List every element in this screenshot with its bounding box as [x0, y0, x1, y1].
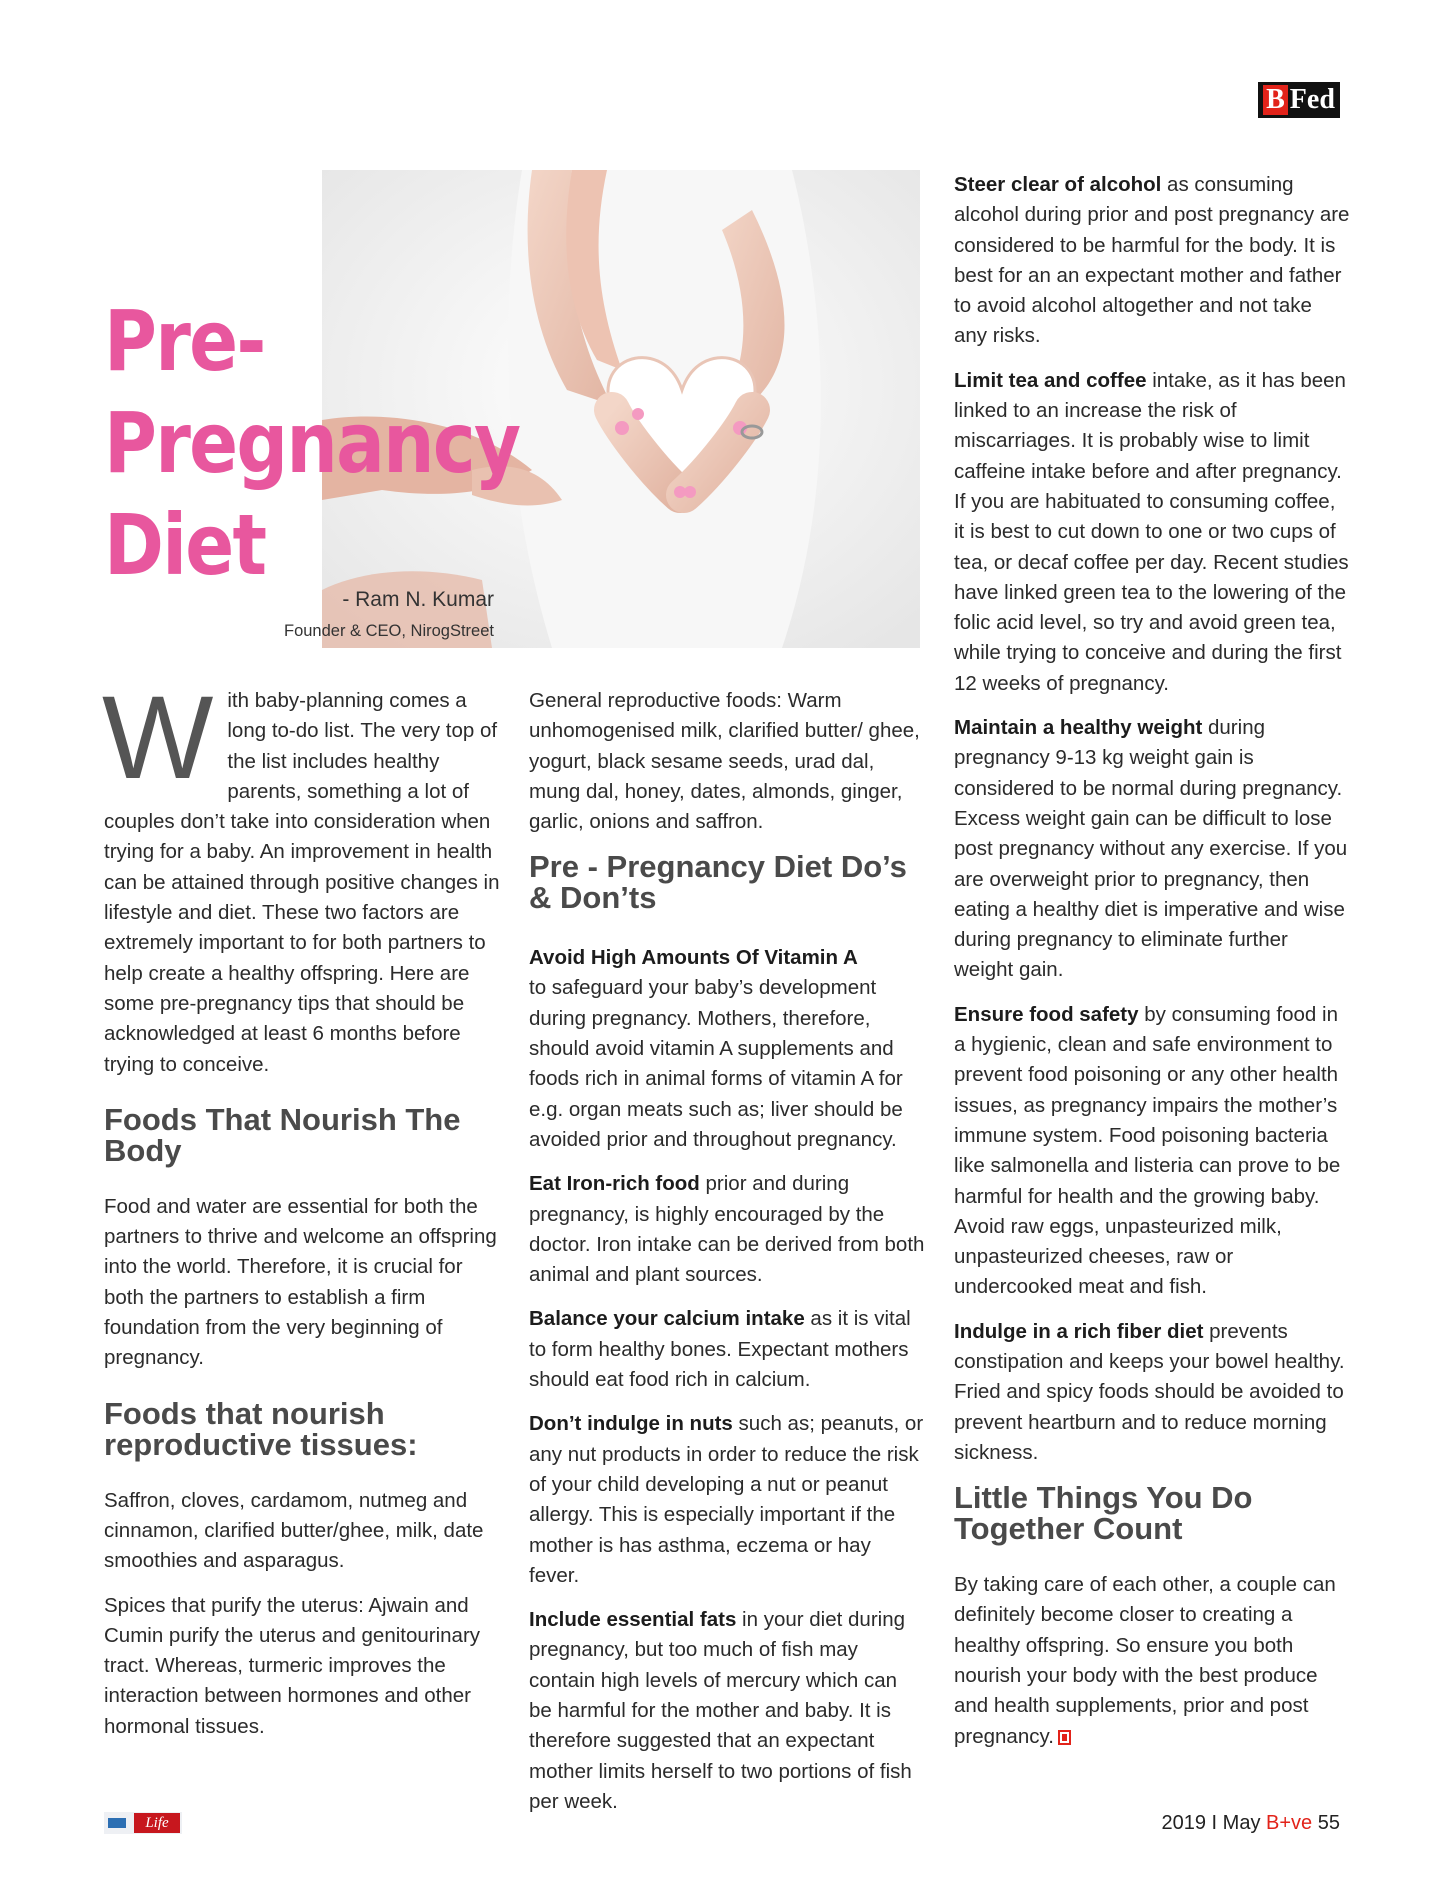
- column-1: [102, 672, 500, 1756]
- brand-badge-rest: Fed: [1289, 84, 1335, 115]
- footer-page-number: 55: [1317, 1812, 1340, 1834]
- brand-badge-b: B: [1263, 85, 1288, 115]
- intro-paragraph: [102, 672, 500, 1080]
- title-line-1: Pre-: [104, 292, 265, 390]
- footer-brand: B+ve: [1266, 1812, 1313, 1834]
- footer-life-logo: [104, 1812, 182, 1834]
- iron-text: prior and during pregnancy, is highly encouraged by the doctor. Iron intake can be derived from both animal and plant sources.: [529, 1172, 925, 1287]
- safety-paragraph: [954, 1000, 1350, 1303]
- footer-separator: I: [1211, 1812, 1218, 1834]
- author-name: - Ram N. Kumar: [342, 588, 494, 611]
- alcohol-paragraph: [954, 170, 1350, 352]
- heading-little-things: Little Things You Do Together Count: [954, 1480, 1253, 1547]
- nuts-bold: Don’t indulge in nuts: [529, 1412, 733, 1436]
- footer-month: May: [1222, 1812, 1261, 1834]
- fats-bold: Include essential fats: [529, 1608, 737, 1632]
- heading-reproductive-tissues: Foods that nourish reproductive tissues:: [104, 1395, 418, 1462]
- alcohol-bold: Steer clear of alcohol: [954, 173, 1162, 196]
- alcohol-text: as consuming alcohol during prior and post pregnancy are considered to be harmful for the body. It is best for an an expectant mother and father to avoid alcohol altogether and not take any risks.: [954, 173, 1350, 348]
- column-3: [954, 170, 1350, 1766]
- article-title: [104, 290, 519, 596]
- nuts-paragraph: [529, 1409, 925, 1591]
- footer-year: 2019: [1161, 1812, 1206, 1834]
- footer-page-info: [1100, 1812, 1340, 1835]
- iron-paragraph: [529, 1169, 925, 1290]
- weight-bold: Maintain a healthy weight: [954, 716, 1203, 740]
- drop-cap: W: [102, 672, 214, 804]
- nuts-text: such as; peanuts, or any nut products in order to reduce the risk of your child developing a nut or peanut allergy. This is especially important if the mother is has asthma, eczema or hay fever.: [529, 1412, 924, 1587]
- footer-logo-mark-icon: [108, 1818, 126, 1828]
- intro-text: ith baby-planning comes a long to-do list. The very top of the list includes healthy parents, something a lot of couples don’t take into consideration when trying for a baby. An improvement in health can be attained through positive changes in lifestyle and diet. These two factors are extremely important to for both partners to help create a healthy offspring. Here are some pre-pregnancy tips that should be acknowledged at least 6 months before trying to conceive.: [104, 689, 500, 1076]
- fiber-text: prevents constipation and keeps your bowel healthy. Fried and spicy foods should be avoided to prevent heartburn and to reduce morning sickness.: [954, 1319, 1345, 1464]
- calcium-paragraph: [529, 1304, 925, 1395]
- safety-text: by consuming food in a hygienic, clean and safe environment to prevent food poisoning or any other health issues, as pregnancy impairs the mother’s immune system. Food poisoning bacteria like salmonella and listeria can prove to be harmful for health and the growing baby. Avoid raw eggs, unpasteurized milk, unpasteurized cheeses, raw or undercooked meat and fish.: [954, 1002, 1341, 1299]
- little-things-paragraph: [954, 1570, 1350, 1752]
- tea-text: intake, as it has been linked to an increase the risk of miscarriages. It is probably wise to limit caffeine intake before and after pregnancy. If you are habituated to consuming coffee, it is best to cut down to one or two cups of tea, or decaf coffee per day. Recent studies have linked green tea to the lowering of the folic acid level, so try and avoid green tea, while trying to conceive and during the first 12 weeks of pregnancy.: [954, 368, 1349, 695]
- column-2: [529, 686, 925, 1831]
- heading-dos-donts: Pre - Pregnancy Diet Do’s & Don’ts: [529, 849, 907, 916]
- title-line-2: Pregnancy: [104, 394, 520, 492]
- reproductive-para-3: General reproductive foods: Warm unhomogenised milk, clarified butter/ ghee, yogurt, black sesame seeds, urad dal, mung dal, honey, dates, almonds, ginger, garlic, onions and saffron.: [529, 689, 920, 834]
- calcium-text: as it is vital to form healthy bones. Expectant mothers should eat food rich in calcium.: [529, 1307, 911, 1392]
- heading-foods-nourish-body: Foods That Nourish The Body: [104, 1101, 461, 1168]
- footer-logo-text: Life: [134, 1813, 180, 1833]
- weight-paragraph: [954, 713, 1350, 986]
- vitamin-a-title: Avoid High Amounts Of Vitamin A: [529, 946, 858, 970]
- brand-badge: [1258, 82, 1340, 118]
- fiber-paragraph: [954, 1317, 1350, 1468]
- fats-text: in your diet during pregnancy, but too much of fish may contain high levels of mercury which can be harmful for the mother and baby. It is therefore suggested that an expectant mother limits herself to two portions of fish per week.: [529, 1608, 912, 1813]
- weight-text: during pregnancy 9-13 kg weight gain is considered to be normal during pregnancy. Excess weight gain can be difficult to lose post pregnancy without any exercise. If you are overweight prior to pregnancy, then eating a healthy diet is imperative and wise during pregnancy to eliminate further weight gain.: [954, 716, 1348, 982]
- fiber-bold: Indulge in a rich fiber diet: [954, 1319, 1204, 1343]
- reproductive-para-2: Spices that purify the uterus: Ajwain and Cumin purify the uterus and genitourinary tract. Whereas, turmeric improves the interaction between hormones and other hormonal tissues.: [104, 1593, 481, 1738]
- author-role: Founder & CEO, NirogStreet: [283, 622, 494, 640]
- end-mark-icon: [1058, 1730, 1071, 1745]
- title-line-3: Diet: [104, 496, 266, 594]
- calcium-bold: Balance your calcium intake: [529, 1307, 805, 1331]
- nourish-body-text: Food and water are essential for both the partners to thrive and welcome an offspring into the world. Therefore, it is crucial for both the partners to establish a firm foundation from the very beginning of pregnancy.: [104, 1194, 497, 1370]
- vitamin-a-text: to safeguard your baby’s development during pregnancy. Mothers, therefore, should avoid vitamin A supplements and foods rich in animal forms of vitamin A for e.g. organ meats such as; liver should be avoided prior and throughout pregnancy.: [529, 976, 903, 1151]
- reproductive-para-1: Saffron, cloves, cardamom, nutmeg and cinnamon, clarified butter/ghee, milk, date smoothies and asparagus.: [104, 1488, 484, 1573]
- tea-paragraph: [954, 366, 1350, 699]
- fats-paragraph: [529, 1605, 925, 1817]
- iron-bold: Eat Iron-rich food: [529, 1172, 700, 1196]
- tea-bold: Limit tea and coffee: [954, 368, 1147, 392]
- safety-bold: Ensure food safety: [954, 1002, 1139, 1026]
- little-things-text: By taking care of each other, a couple can definitely become closer to creating a healthy offspring. So ensure you both nourish your body with the best produce and health supplements, prior and post pregnancy.: [954, 1573, 1336, 1748]
